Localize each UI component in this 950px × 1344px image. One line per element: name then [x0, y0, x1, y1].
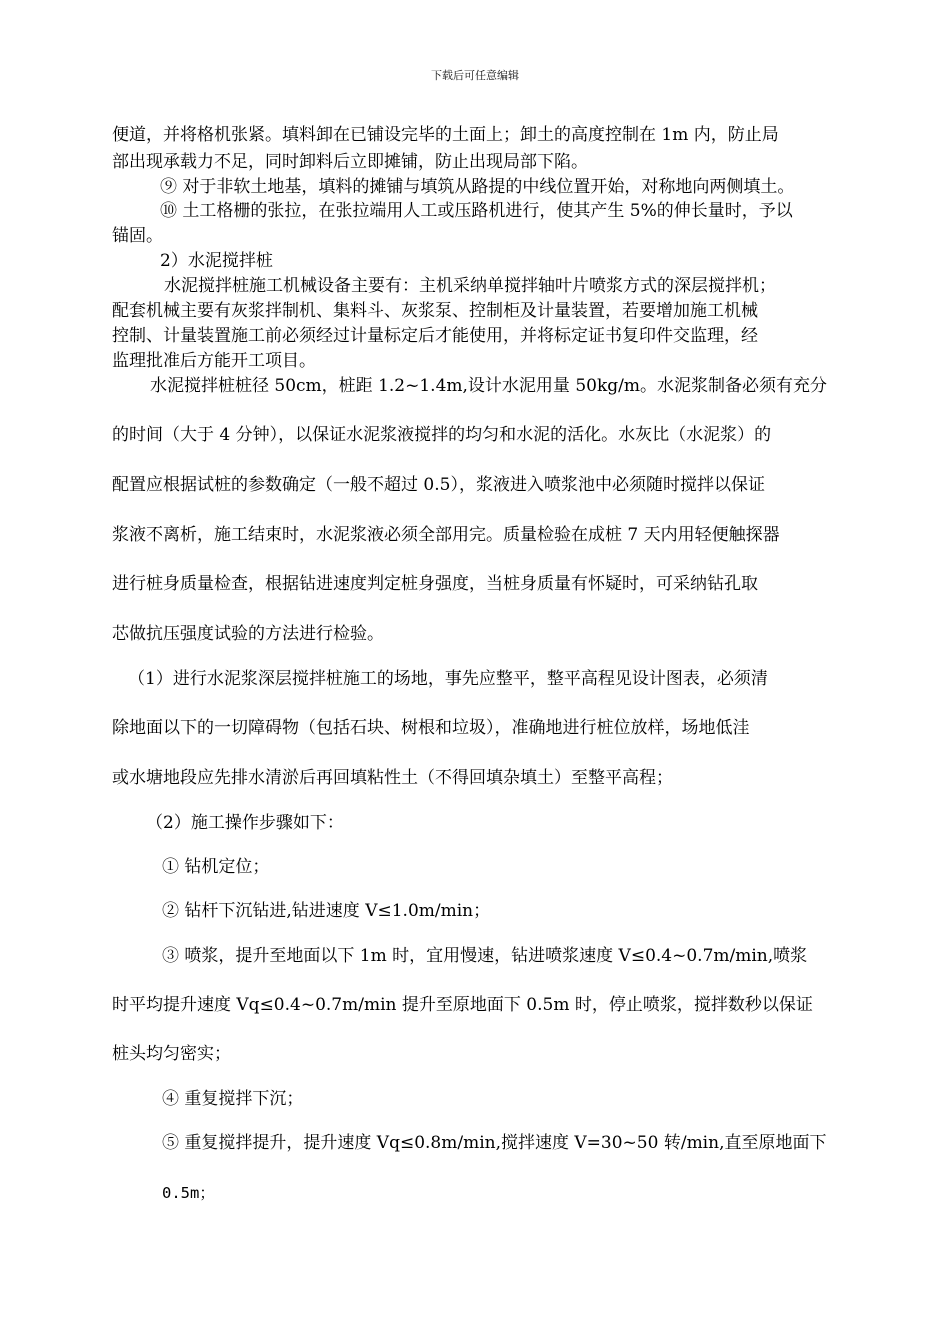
list-item: ① 钻机定位； [162, 857, 270, 877]
list-item: ⑤ 重复搅拌提升，提升速度 Vq≤0.8m/min,搅拌速度 V=30~50 转/min,直至原地面下 [162, 1133, 827, 1153]
text-line: 浆液不离析，施工结束时，水泥浆液必须全部用完。质量检验在成桩 7 天内用轻便触探器 [112, 525, 780, 545]
text-line: 水泥搅拌桩施工机械设备主要有：主机采纳单搅拌轴叶片喷浆方式的深层搅拌机； [164, 276, 776, 296]
list-item: ② 钻杆下沉钻进,钻进速度 V≤1.0m/min； [162, 901, 491, 921]
section-heading: 2）水泥搅拌桩 [160, 251, 273, 271]
text-line: 配套机械主要有灰浆拌制机、集料斗、灰浆泵、控制柜及计量装置，若要增加施工机械 [112, 301, 758, 321]
text-line: 控制、计量装置施工前必须经过计量标定后才能使用，并将标定证书复印件交监理，经 [112, 326, 758, 346]
list-item: ④ 重复搅拌下沉； [162, 1089, 304, 1109]
page-header: 下载后可任意编辑 [431, 69, 519, 82]
text-line: 进行桩身质量检查，根据钻进速度判定桩身强度，当桩身质量有怀疑时，可采纳钻孔取 [112, 574, 758, 594]
text-line: （2）施工操作步骤如下： [146, 813, 344, 833]
text-line: 除地面以下的一切障碍物（包括石块、树根和垃圾），准确地进行桩位放样，场地低洼 [112, 718, 750, 738]
text-line: 锚固。 [112, 226, 163, 246]
text-line: ⑩ 土工格栅的张拉，在张拉端用人工或压路机进行，使其产生 5%的伸长量时，予以 [160, 201, 793, 221]
text-line: 便道，并将格机张紧。填料卸在已铺设完毕的土面上；卸土的高度控制在 1m 内，防止局 [112, 125, 779, 145]
text-line: 时平均提升速度 Vq≤0.4~0.7m/min 提升至原地面下 0.5m 时，停止喷浆，搅拌数秒以保证 [112, 995, 813, 1015]
text-line: 芯做抗压强度试验的方法进行检验。 [112, 624, 384, 644]
text-line: 配置应根据试桩的参数确定（一般不超过 0.5），浆液进入喷浆池中必须随时搅拌以保证 [112, 475, 765, 495]
text-line: 的时间（大于 4 分钟），以保证水泥浆液搅拌的均匀和水泥的活化。水灰比（水泥浆）的 [112, 425, 772, 445]
text-line: （1）进行水泥浆深层搅拌桩施工的场地，事先应整平，整平高程见设计图表，必须清 [128, 669, 768, 689]
text-line: 水泥搅拌桩桩径 50cm，桩距 1.2~1.4m,设计水泥用量 50kg/m。水泥浆制备必须有充分 [150, 376, 827, 396]
list-item: ③ 喷浆，提升至地面以下 1m 时，宜用慢速，钻进喷浆速度 V≤0.4~0.7m/min,喷浆 [162, 946, 808, 966]
text-line: ⑨ 对于非软土地基，填料的摊铺与填筑从路提的中线位置开始，对称地向两侧填土。 [160, 177, 795, 197]
text-line: 或水塘地段应先排水清淤后再回填粘性土（不得回填杂填土）至整平高程； [112, 768, 673, 788]
text-line: 桩头均匀密实； [112, 1044, 231, 1064]
text-line: 0.5m； [162, 1184, 215, 1202]
text-line: 部出现承载力不足，同时卸料后立即摊铺，防止出现局部下陷。 [112, 152, 588, 172]
text-line: 监理批准后方能开工项目。 [112, 351, 316, 371]
